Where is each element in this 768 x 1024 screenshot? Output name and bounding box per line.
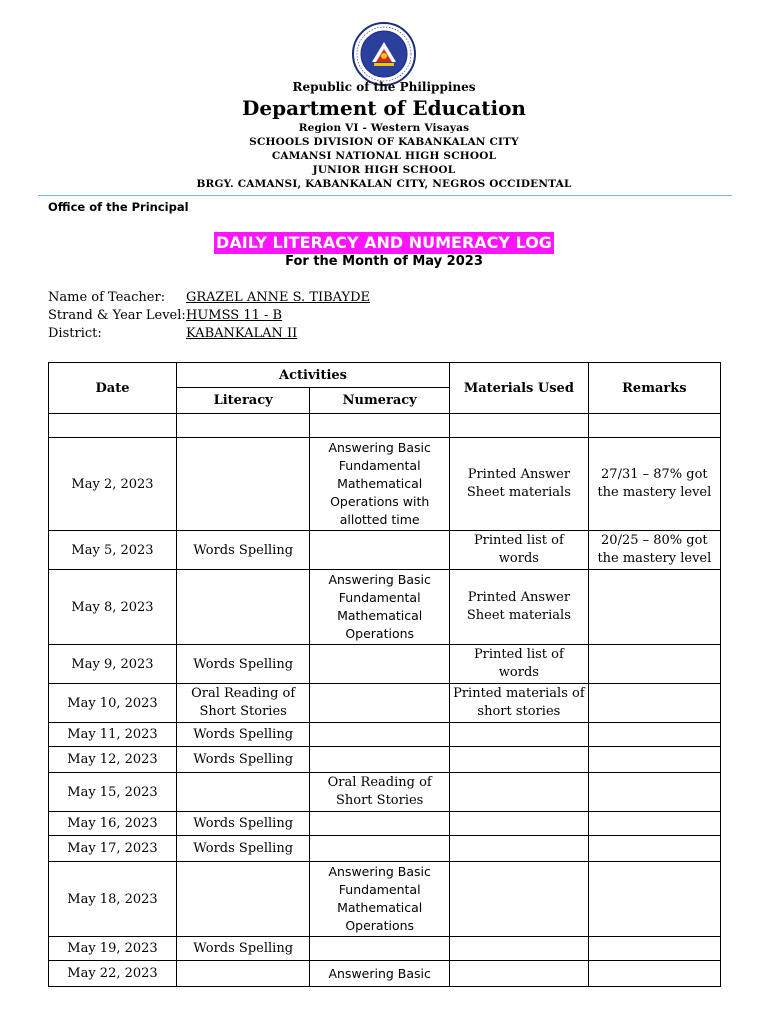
cell-materials: [450, 747, 589, 773]
cell-remarks: [588, 570, 720, 645]
title-container: [0, 232, 768, 254]
cell-materials: Printed Answer Sheet materials: [450, 570, 589, 645]
deped-seal-icon: [352, 22, 416, 86]
cell-numeracy: [310, 812, 450, 836]
cell-remarks: [588, 812, 720, 836]
header-region: Region VI - Western Visayas: [298, 122, 470, 134]
cell-literacy: [176, 438, 309, 531]
table-row: [49, 937, 721, 961]
cell-materials: [450, 937, 589, 961]
cell-literacy: Words Spelling: [176, 531, 309, 570]
cell-date: May 2, 2023: [49, 438, 177, 531]
cell-remarks: [588, 414, 720, 438]
table-row: [49, 570, 721, 645]
cell-remarks: [588, 961, 720, 987]
office-label: Office of the Principal: [48, 200, 189, 214]
cell-date: May 11, 2023: [49, 723, 177, 747]
cell-literacy: Words Spelling: [176, 723, 309, 747]
district-label: District:: [48, 326, 102, 341]
cell-date: May 10, 2023: [49, 684, 177, 723]
table-row: [49, 836, 721, 862]
header-division: SCHOOLS DIVISION OF KABANKALAN CITY: [249, 136, 519, 148]
header-literacy: Literacy: [176, 388, 309, 414]
cell-literacy: Words Spelling: [176, 836, 309, 862]
header-school: CAMANSI NATIONAL HIGH SCHOOL: [271, 150, 497, 162]
cell-literacy: Words Spelling: [176, 937, 309, 961]
cell-numeracy: Answering Basic Fundamental Mathematical Operations: [310, 570, 450, 645]
cell-numeracy: [310, 747, 450, 773]
table-row: [49, 773, 721, 812]
cell-remarks: [588, 747, 720, 773]
page-title: DAILY LITERACY AND NUMERACY LOG: [216, 233, 552, 252]
cell-remarks: [588, 836, 720, 862]
teacher-value: GRAZEL ANNE S. TIBAYDE: [186, 290, 371, 305]
header-address: BRGY. CAMANSI, KABANKALAN CITY, NEGROS OCCIDENTAL: [196, 178, 572, 190]
cell-date: May 8, 2023: [49, 570, 177, 645]
header-date: Date: [49, 363, 177, 414]
cell-remarks: [588, 645, 720, 684]
cell-materials: [450, 862, 589, 937]
cell-literacy: [176, 862, 309, 937]
cell-numeracy: Oral Reading of Short Stories: [310, 773, 450, 812]
cell-materials: [450, 836, 589, 862]
cell-materials: [450, 961, 589, 987]
cell-date: May 22, 2023: [49, 961, 177, 987]
cell-numeracy: [310, 836, 450, 862]
header-materials: Materials Used: [450, 363, 589, 414]
cell-date: May 19, 2023: [49, 937, 177, 961]
cell-remarks: 27/31 – 87% got the mastery level: [588, 438, 720, 531]
cell-numeracy: Answering Basic Fundamental Mathematical Operations with allotted time: [310, 438, 450, 531]
table-row: [49, 684, 721, 723]
cell-literacy: Oral Reading of Short Stories: [176, 684, 309, 723]
header-activities: Activities: [176, 363, 449, 388]
table-row: [49, 414, 721, 438]
teacher-info: [48, 290, 370, 305]
cell-remarks: [588, 723, 720, 747]
cell-literacy: [176, 961, 309, 987]
cell-remarks: [588, 937, 720, 961]
cell-numeracy: [310, 684, 450, 723]
cell-materials: Printed list of words: [450, 645, 589, 684]
cell-date: May 12, 2023: [49, 747, 177, 773]
cell-materials: Printed Answer Sheet materials: [450, 438, 589, 531]
cell-numeracy: [310, 531, 450, 570]
cell-numeracy: [310, 414, 450, 438]
strand-label: Strand & Year Level:: [48, 308, 186, 323]
cell-materials: [450, 723, 589, 747]
table-row: [49, 747, 721, 773]
cell-literacy: Words Spelling: [176, 812, 309, 836]
strand-value: HUMSS 11 - B: [186, 308, 283, 323]
cell-numeracy: [310, 937, 450, 961]
cell-literacy: [176, 414, 309, 438]
table-row: [49, 812, 721, 836]
cell-literacy: Words Spelling: [176, 747, 309, 773]
strand-info: [48, 308, 282, 323]
cell-date: May 16, 2023: [49, 812, 177, 836]
cell-date: May 15, 2023: [49, 773, 177, 812]
cell-date: [49, 414, 177, 438]
table-row: [49, 531, 721, 570]
cell-materials: Printed materials of short stories: [450, 684, 589, 723]
district-info: [48, 326, 297, 341]
header-level: JUNIOR HIGH SCHOOL: [312, 164, 456, 176]
cell-numeracy: [310, 723, 450, 747]
cell-remarks: [588, 862, 720, 937]
district-value: KABANKALAN II: [186, 326, 298, 341]
header-divider: [38, 195, 732, 196]
cell-literacy: [176, 570, 309, 645]
cell-remarks: [588, 684, 720, 723]
header-republic: Republic of the Philippines: [292, 80, 476, 94]
cell-date: May 5, 2023: [49, 531, 177, 570]
cell-literacy: [176, 773, 309, 812]
cell-numeracy: Answering Basic: [310, 961, 450, 987]
cell-numeracy: Answering Basic Fundamental Mathematical Operations: [310, 862, 450, 937]
cell-date: May 9, 2023: [49, 645, 177, 684]
table-row: [49, 645, 721, 684]
header-remarks: Remarks: [588, 363, 720, 414]
cell-remarks: [588, 773, 720, 812]
table-row: [49, 723, 721, 747]
cell-date: May 17, 2023: [49, 836, 177, 862]
header-numeracy: Numeracy: [310, 388, 450, 414]
cell-materials: [450, 812, 589, 836]
table-row: [49, 438, 721, 531]
cell-materials: [450, 414, 589, 438]
cell-materials: Printed list of words: [450, 531, 589, 570]
page-subtitle: For the Month of May 2023: [285, 254, 483, 269]
cell-literacy: Words Spelling: [176, 645, 309, 684]
cell-materials: [450, 773, 589, 812]
teacher-label: Name of Teacher:: [48, 290, 166, 305]
header-department: Department of Education: [242, 96, 526, 120]
cell-remarks: 20/25 – 80% got the mastery level: [588, 531, 720, 570]
table-row: [49, 961, 721, 987]
cell-numeracy: [310, 645, 450, 684]
table-row: [49, 862, 721, 937]
log-table: [48, 362, 721, 987]
cell-date: May 18, 2023: [49, 862, 177, 937]
